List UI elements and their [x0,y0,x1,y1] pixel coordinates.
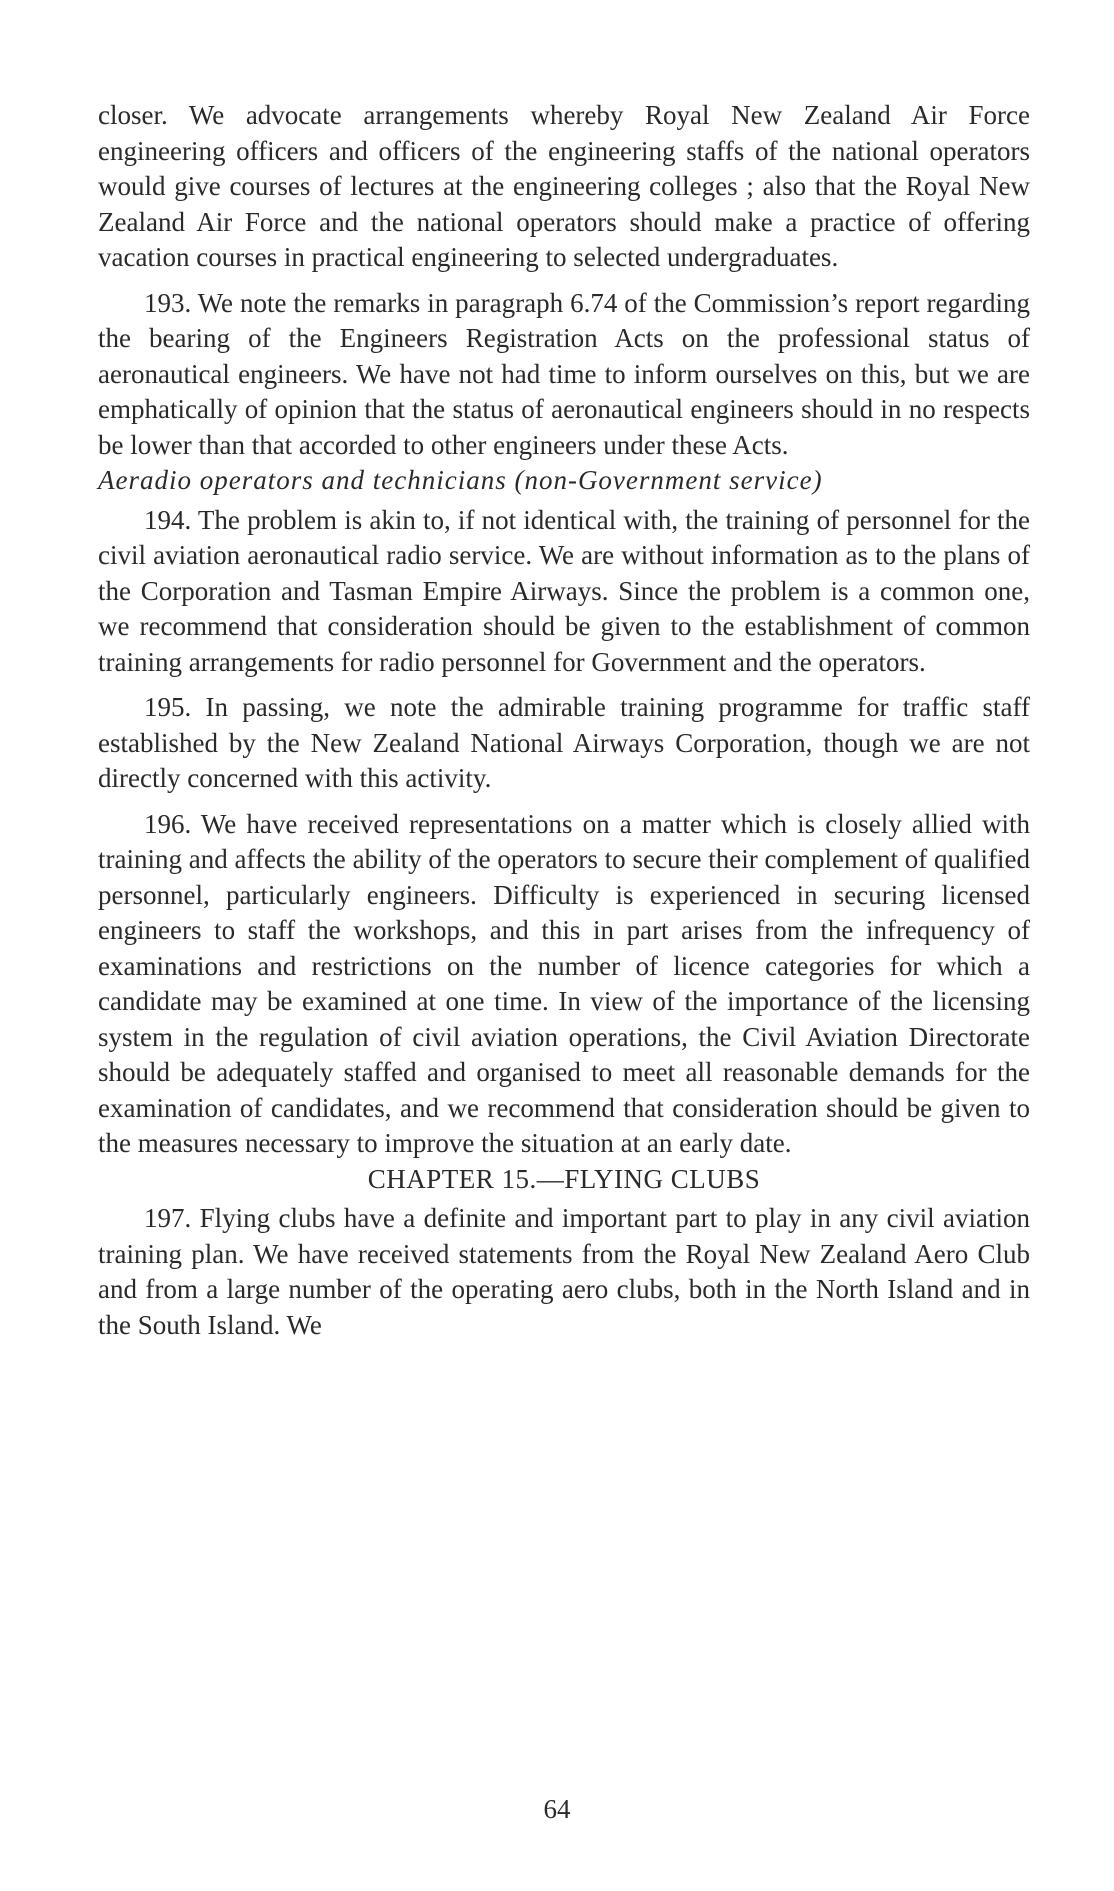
paragraph-196: 196. We have received representations on a matter which is closely allied with training and affects the ability of the operators to secure their complement of qualified personnel, particularly engineers. Difficulty is experienced in securing licensed engineers to staff the workshops, and this in part arises from the infrequency of examinations and restrictions on the number of licence categories for which a candidate may be examined at one time. In view of the importance of the licensing system in the regulation of civil aviation operations, the Civil Aviation Directorate should be adequately staffed and organised to meet all reasonable demands for the examination of candidates, and we recommend that consideration should be given to the measures necessary to improve the situation at an early date. [98,808,1030,1158]
paragraph-194: 194. The problem is akin to, if not identical with, the training of personnel for the civil aviation aeronautical radio service. We are without information as to the plans of the Corporation and Tasman Empire Airways. Since the problem is a common one, we recommend that consideration should be given to the establishment of common training arrangements for radio personnel for Government and the operators. [98,504,1030,677]
section-heading: Aeradio operators and technicians (non-Government service) [98,465,823,495]
paragraph-197: 197. Flying clubs have a definite and important part to play in any civil aviation training plan. We have received statements from the Royal New Zealand Aero Club and from a large number of the operating aero clubs, both in the North Island and in the South Island. We [98,1203,1030,1340]
page-number: 64 [543,1794,571,1824]
paragraph-193: 193. We note the remarks in paragraph 6.74 of the Commission’s report regarding the bearing of the Engineers Registration Acts on the professional status of aeronautical engineers. We have not had time to inform ourselves on this, but we are emphatically of opinion that the status of aeronautical engineers should in no respects be lower than that accorded to other engineers under these Acts. [98,287,1030,460]
paragraph-195: 195. In passing, we note the admirable training programme for traffic staff established by the New Zealand National Airways Corporation, though we are not directly concerned with this activity. [98,692,1030,793]
continuation-paragraph: closer. We advocate arrangements whereby Royal New Zealand Air Force engineering officers and officers of the engineering staffs of the national operators would give courses of lectures at the engineering colleges ; also that the Royal New Zealand Air Force and the national operators should make a practice of offering vacation courses in practical engineering to selected undergraduates. [98,100,1030,272]
chapter-heading: CHAPTER 15.—FLYING CLUBS [367,1163,761,1194]
document-page [98,98,1030,1343]
